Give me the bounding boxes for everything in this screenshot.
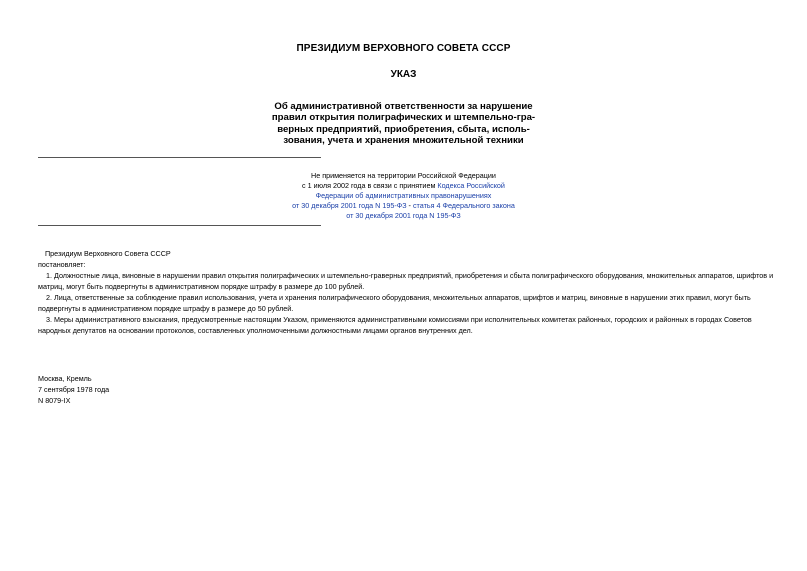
link-federal-law-date[interactable]: от 30 декабря 2001 года N 195-ФЗ: [346, 211, 461, 220]
link-code-date[interactable]: от 30 декабря 2001 года N 195-ФЗ: [292, 201, 407, 210]
signature-block: [38, 373, 109, 406]
link-code-ru[interactable]: Кодекса Российской: [437, 181, 505, 190]
paragraph-line: 1. Должностные лица, виновные в нарушении правил открытия полиграфических и штемпельно-граверных предприятий, приобретения и сбыта полиграфического оборудования, множительных аппаратов, шрифтов и: [46, 271, 774, 280]
link-code-ru-continued[interactable]: Федерации об административных правонарушениях: [315, 191, 492, 200]
note-line: [0, 211, 807, 221]
decree-paragraph-2: [38, 292, 768, 314]
link-federal-law-article[interactable]: статья 4 Федерального закона: [412, 201, 515, 210]
paragraph-line: матриц, могут быть подвергнуты в административном порядке штрафу в размере до 100 рублей.: [38, 282, 365, 291]
note-text: -: [406, 201, 413, 210]
document-title-line: Об административной ответственности за нарушение: [274, 101, 533, 112]
note-line: Не применяется на территории Российской Федерации: [311, 171, 496, 180]
decree-paragraph-1: [38, 270, 774, 292]
document-title: [0, 101, 807, 146]
issuer-heading: ПРЕЗИДИУМ ВЕРХОВНОГО СОВЕТА СССР: [296, 43, 511, 54]
document-title-line: зования, учета и хранения множительной техники: [283, 134, 524, 146]
note-line: [0, 201, 807, 211]
document-title-line: верных предприятий, приобретения, сбыта, исполь-: [277, 123, 530, 135]
decree-paragraph-3: [38, 314, 768, 336]
divider-top: [38, 157, 321, 158]
applicability-note: [0, 171, 807, 221]
document-title-line: правил открытия полиграфических и штемпельно-гра-: [271, 112, 536, 124]
decree-body: [38, 248, 774, 336]
paragraph-line: 2. Лица, ответственные за соблюдение правил использования, учета и хранения полиграфического оборудования, множительных аппаратов, шрифтов и матриц, виновные в нарушении этих правил, могут быть: [46, 293, 751, 302]
note-line: [0, 191, 807, 201]
document-type-heading: УКАЗ: [390, 69, 417, 80]
resolves-line: постановляет:: [38, 260, 86, 269]
signature-place: Москва, Кремль: [38, 374, 92, 383]
note-line: [0, 181, 807, 191]
divider-bottom: [38, 225, 321, 226]
preamble: Президиум Верховного Совета СССР: [45, 249, 171, 258]
paragraph-line: 3. Меры административного взыскания, предусмотренные настоящим Указом, применяются административными комиссиями при исполнительных комитетах районных, городских и районных в городах Советов: [46, 315, 752, 324]
paragraph-line: подвергнуты в административном порядке штрафу в размере до 50 рублей.: [38, 304, 294, 313]
paragraph-line: народных депутатов на основании протоколов, составленных уполномоченными должностными лицами органов внутренних дел.: [38, 326, 473, 335]
note-text: с 1 июля 2002 года в связи с принятием: [302, 181, 438, 190]
signature-number: N 8079-IX: [38, 396, 71, 405]
signature-date: 7 сентября 1978 года: [38, 385, 110, 394]
